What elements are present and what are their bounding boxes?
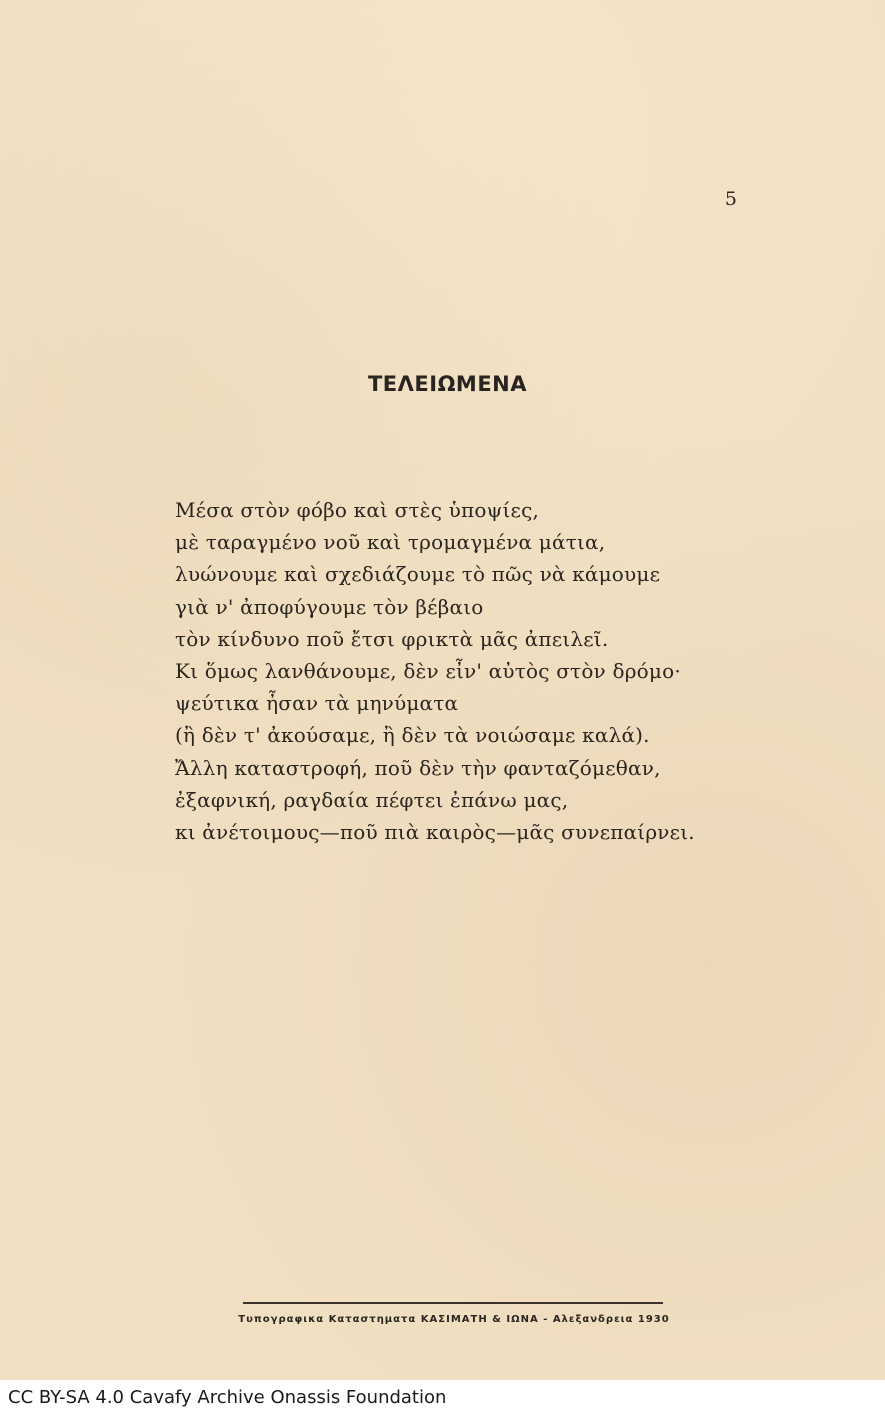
poem-line: κι ἀνέτοιμους—ποῦ πιὰ καιρὸς—μᾶς συνεπαίρνει. <box>175 820 695 845</box>
page-number: 5 <box>724 188 737 210</box>
poem-line: λυώνουμε καὶ σχεδιάζουμε τὸ πῶς νὰ κάμουμε <box>175 562 661 587</box>
poem-line: τὸν κίνδυνο ποῦ ἔτσι φρικτὰ μᾶς ἀπειλεῖ. <box>175 626 609 651</box>
poem-line: γιὰ ν' ἀποφύγουμε τὸν βέβαιο <box>175 594 484 619</box>
poem-line: (ἢ δὲν τ' ἀκούσαμε, ἢ δὲν τὰ νοιώσαμε καλά). <box>175 723 650 748</box>
poem-line: ψεύτικα ἦσαν τὰ μηνύματα <box>175 691 459 716</box>
poem-title: ΤΕΛΕΙΩΜΕΝΑ <box>367 372 527 396</box>
poem-body <box>175 494 775 848</box>
poem-line: Κι ὅμως λανθάνουμε, δὲν εἶν' αὐτὸς στὸν δρόμο· <box>175 659 681 684</box>
poem-line: Ἄλλη καταστροφή, ποῦ δὲν τὴν φανταζόμεθαν, <box>175 755 661 780</box>
footer-divider <box>243 1302 663 1304</box>
printer-imprint: Τυπογραφικα Καταστηματα ΚΑΣΙΜΑΤΗ & ΙΩΝΑ - Αλεξανδρεια 1930 <box>238 1314 670 1325</box>
poem-line: ἐξαφνική, ραγδαία πέφτει ἐπάνω μας, <box>175 787 569 812</box>
poem-line: μὲ ταραγμένο νοῦ καὶ τρομαγμένα μάτια, <box>175 530 606 555</box>
poem-line: Μέσα στὸν φόβο καὶ στὲς ὑποψίες, <box>175 498 540 522</box>
license-caption: CC BY-SA 4.0 Cavafy Archive Onassis Foundation <box>8 1387 447 1408</box>
